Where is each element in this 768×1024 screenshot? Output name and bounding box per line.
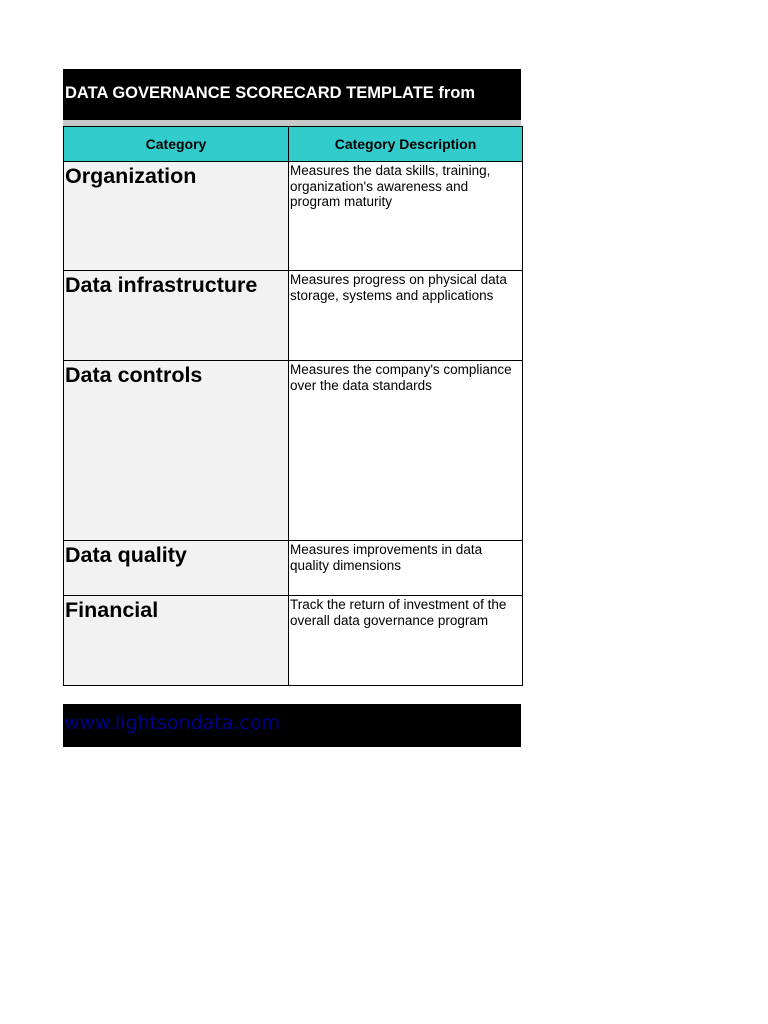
website-link[interactable]: www.lightsondata.com — [64, 712, 281, 734]
column-header-description: Category Description — [289, 127, 523, 162]
table-row — [64, 361, 523, 541]
page-title: DATA GOVERNANCE SCORECARD TEMPLATE from — [65, 84, 476, 102]
category-cell: Data infrastructure — [64, 271, 289, 361]
table-row — [64, 596, 523, 686]
description-cell: Measures progress on physical data storage, systems and applications — [289, 271, 523, 361]
description-cell: Measures improvements in data quality dimensions — [289, 541, 523, 596]
category-cell: Data controls — [64, 361, 289, 541]
description-cell: Measures the company's compliance over the data standards — [289, 361, 523, 541]
table-row — [64, 271, 523, 361]
scorecard-table — [63, 126, 523, 686]
description-cell: Track the return of investment of the overall data governance program — [289, 596, 523, 686]
table-row — [64, 162, 523, 271]
column-header-category: Category — [64, 127, 289, 162]
description-cell: Measures the data skills, training, organization's awareness and program maturity — [289, 162, 523, 271]
table-row — [64, 541, 523, 596]
category-cell: Data quality — [64, 541, 289, 596]
title-bar — [63, 69, 521, 120]
table-header-row — [64, 127, 523, 162]
footer-bar — [63, 704, 521, 747]
category-cell: Financial — [64, 596, 289, 686]
category-cell: Organization — [64, 162, 289, 271]
